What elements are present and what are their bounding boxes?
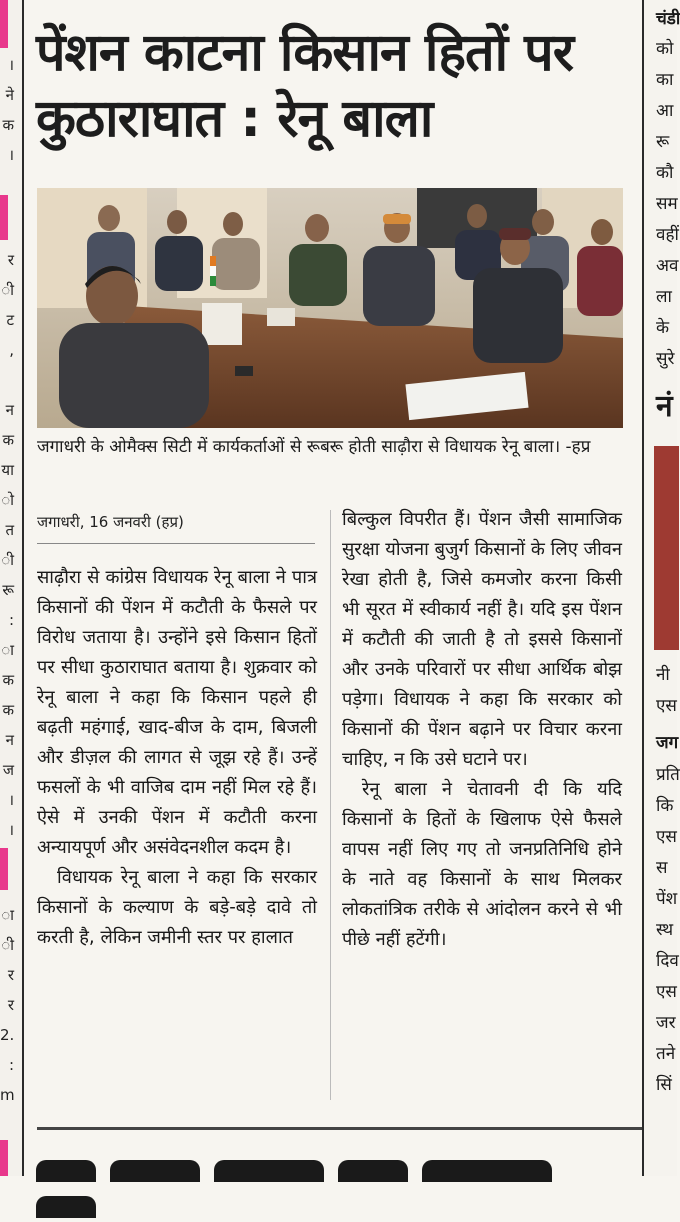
divider xyxy=(37,543,315,544)
left-strip-char: त xyxy=(5,521,14,539)
left-strip-char: ी xyxy=(1,551,14,569)
paragraph: रेनू बाला ने चेतावनी दी कि यदि किसानों के हितों के खिलाफ ऐसे फैसले वापस नहीं लिए गए तो जनप्रतिनिधि होने के नाते वह किसानों के साथ मिलकर लोकतांत्रिक तरीके से आंदोलन करने से भी पीछे नहीं हटेंगी। xyxy=(342,779,622,950)
left-strip-char: । xyxy=(8,146,14,164)
adjacent-article-left xyxy=(0,0,24,1176)
left-strip-char: ट xyxy=(6,311,14,329)
paragraph: विधायक रेनू बाला ने कहा कि सरकार किसानों के कल्याण के बड़े-बड़े दावे तो करती है, लेकिन जमीनी स्तर पर हालात xyxy=(37,867,317,948)
right-column-line: कौ xyxy=(656,163,674,183)
right-column-line: सिं xyxy=(656,1075,672,1095)
right-column-subhead: जग xyxy=(656,733,679,753)
right-column-line: सुरे xyxy=(656,349,675,369)
right-column-line: को xyxy=(656,39,674,59)
left-strip-char: m xyxy=(0,1086,15,1104)
right-column-line: दिव xyxy=(656,951,679,971)
right-column-line: रू xyxy=(656,132,670,152)
paragraph: साढ़ौरा से कांग्रेस विधायक रेनू बाला ने पात्र किसानों की पेंशन में कटौती के फैसले पर विरोध जताया है। उन्होंने इसे किसान हितों पर सीधा कुठाराघात बताया है। शुक्रवार को रेनू बाला ने कहा कि किसान पहले ही बढ़ती महंगाई, खाद-बीज के दाम, बिजली और डीज़ल की लागत से जूझ रहे हैं। उन्हें फसलों के भी वाजिब दाम नहीं मिल रहे हैं। ऐसे में उनकी पेंशन में कटौती करना अन्यायपूर्ण और असंवेदनशील कदम है। xyxy=(37,567,317,858)
dateline: जगाधरी, 16 जनवरी (हप्र) xyxy=(37,513,184,531)
left-strip-char: । xyxy=(8,56,14,74)
left-strip-char: : xyxy=(8,611,14,629)
right-column-line: अव xyxy=(656,256,679,276)
right-column-line: स्थ xyxy=(656,920,674,940)
left-strip-char: न xyxy=(5,731,14,749)
right-column-line: एस xyxy=(656,982,677,1002)
photo-caption: जगाधरी के ओमैक्स सिटी में कार्यकर्ताओं से रूबरू होती साढ़ौरा से विधायक रेनू बाला। -हप्र xyxy=(37,437,591,457)
left-strip-char: ा xyxy=(1,641,14,659)
right-column-line: का xyxy=(656,70,674,90)
accent-bar xyxy=(0,848,8,890)
left-strip-char: ज xyxy=(2,761,14,779)
left-strip-char: ा xyxy=(1,906,14,924)
left-strip-char: ने xyxy=(5,86,14,104)
right-column-line: एस xyxy=(656,696,677,716)
right-column-line: प्रति xyxy=(656,765,680,785)
left-strip-char: : xyxy=(8,1056,14,1074)
right-column-line: स xyxy=(656,858,668,878)
left-strip-char: 2. xyxy=(0,1026,15,1044)
left-strip-char: ी xyxy=(1,281,14,299)
paragraph: बिल्कुल विपरीत हैं। पेंशन जैसी सामाजिक सुरक्षा योजना बुजुर्ग किसानों के लिए जीवन रेखा होती है, जिसे कमजोर करना किसी भी सूरत में स्वीकार्य नहीं है। यदि इस पेंशन में कटौती की जाती है तो इससे किसानों और उनके परिवारों पर सीधा आर्थिक बोझ पड़ेगा। विधायक ने कहा कि सरकार को किसानों की पेंशन बढ़ाने पर विचार करना चाहिए, न कि उसे घटाने पर। xyxy=(342,509,622,770)
right-column-line: तने xyxy=(656,1044,676,1064)
right-column-line: के xyxy=(656,318,670,338)
left-strip-char: या xyxy=(1,461,14,479)
left-strip-char: र xyxy=(7,966,14,984)
right-column-line: कि xyxy=(656,796,674,816)
right-column-line: सम xyxy=(656,194,678,214)
left-strip-char: र xyxy=(7,251,14,269)
accent-bar xyxy=(0,0,8,48)
news-photo xyxy=(37,188,623,428)
left-strip-char: रू xyxy=(2,581,14,599)
right-column-line: वहीं xyxy=(656,225,679,245)
left-strip-char: क xyxy=(2,431,14,449)
article-column-2 xyxy=(342,505,622,955)
accent-bar xyxy=(0,1140,8,1176)
left-strip-char: । xyxy=(8,791,14,809)
left-strip-char: । xyxy=(8,821,14,839)
right-column-photo xyxy=(654,446,679,650)
meeting-photo-illustration xyxy=(37,188,623,428)
right-column-line: एस xyxy=(656,827,677,847)
right-column-line: जर xyxy=(656,1013,676,1033)
left-strip-char: क xyxy=(2,116,14,134)
column-divider xyxy=(330,510,331,1100)
left-strip-char: क xyxy=(2,671,14,689)
right-column-line: नी xyxy=(656,665,670,685)
left-strip-char: क xyxy=(2,701,14,719)
article-column-1 xyxy=(37,563,317,953)
left-strip-char: ी xyxy=(1,936,14,954)
right-column-line: ला xyxy=(656,287,672,307)
headline: पेंशन काटना किसान हितों पर कुठाराघात : रेनू बाला xyxy=(36,23,573,149)
right-column-line: पेंश xyxy=(656,889,678,909)
left-strip-char: न xyxy=(5,401,14,419)
right-column-bighead: नं xyxy=(656,389,673,424)
right-column-head: चंडी xyxy=(656,9,680,29)
next-headline-cropped xyxy=(36,1150,636,1176)
accent-bar xyxy=(0,195,8,240)
divider xyxy=(37,1127,642,1130)
left-strip-char: , xyxy=(9,341,14,359)
left-strip-char: ो xyxy=(1,491,14,509)
left-strip-char: र xyxy=(7,996,14,1014)
adjacent-article-right xyxy=(642,0,680,1176)
right-column-line: आ xyxy=(656,101,674,121)
